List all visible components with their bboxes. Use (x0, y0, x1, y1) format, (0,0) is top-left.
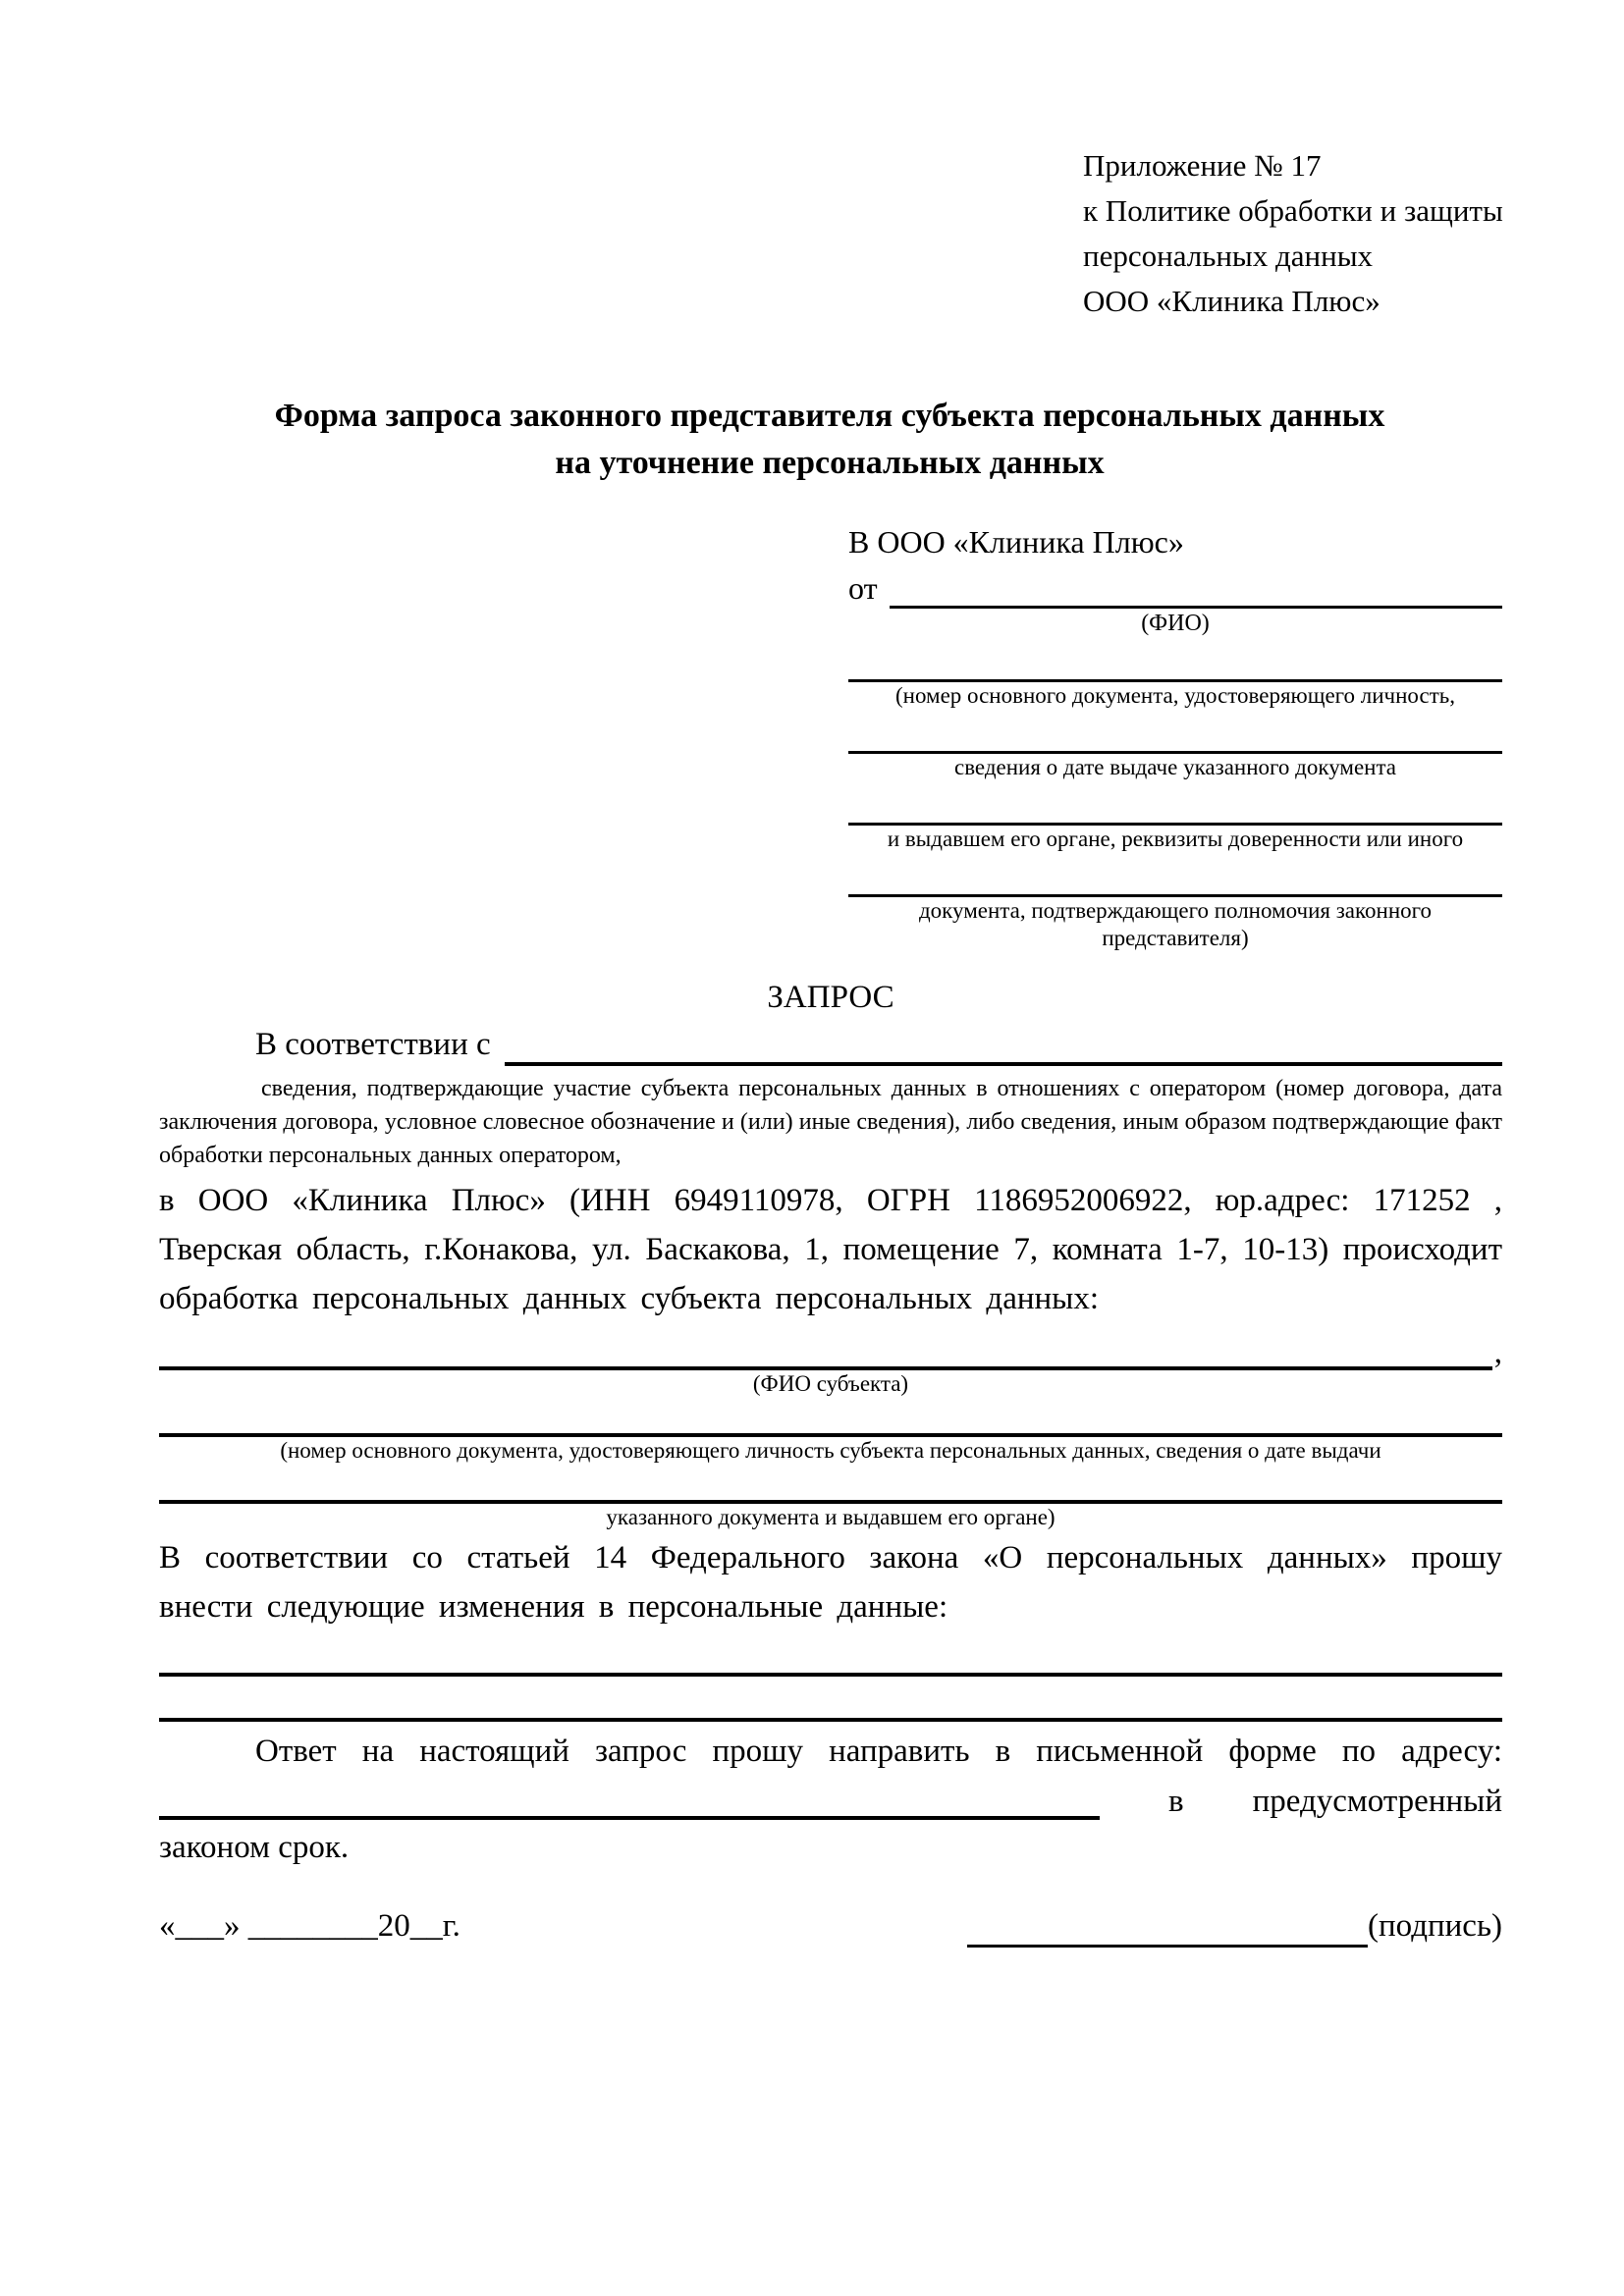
date-signature-row (159, 1904, 1502, 1948)
response-address-blank-line (159, 1779, 1100, 1820)
response-tail-end: законом срок. (159, 1830, 350, 1865)
operator-paragraph: в ООО «Клиника Плюс» (ИНН 6949110978, ОГРН 1186952006922, юр.адрес: 171252 , Тверская область, г.Конакова, ул. Баскакова, 1, помещение 7, комната 1-7, 10-13) происходит обработка персональных данных субъекта персональных данных: (159, 1183, 1502, 1316)
legal-basis-blank-line (505, 1023, 1502, 1066)
signature-group (967, 1904, 1502, 1948)
amendment-paragraph: В соответствии со статьей 14 Федерального закона «О персональных данных» прошу внести следующие изменения в персональные данные: (159, 1540, 1502, 1625)
issue-date-caption: сведения о дате выдаче указанного документа (953, 755, 1397, 779)
appendix-block (1083, 143, 1503, 324)
signature-blank-line (967, 1909, 1368, 1948)
legal-basis-label: В соответствии с (255, 1027, 491, 1062)
request-heading: ЗАПРОС (767, 980, 894, 1015)
subject-fio-row (159, 1331, 1502, 1370)
document-title (147, 393, 1512, 487)
date-placeholder: «___» ________20__г. (159, 1908, 460, 1944)
response-tail-word: предусмотренный (1252, 1784, 1502, 1819)
document-title-line2: на уточнение персональных данных (555, 445, 1105, 481)
legal-basis-note: сведения, подтверждающие участие субъекта персональных данных в отношениях с оператором (номер договора, дата заключения договора, условное словесное обозначение и (или) иные сведения), либо сведения, иным образом подтверждающие факт обработки персональных данных оператором, (159, 1076, 1502, 1168)
appendix-line: Приложение № 17 (1083, 148, 1322, 183)
addressee-organization: В ООО «Клиника Плюс» (848, 524, 1184, 560)
document-body (159, 522, 1502, 1948)
subject-document-group (159, 1398, 1502, 1465)
amendment-blank-line-1 (159, 1631, 1502, 1677)
signature-caption: (подпись) (1368, 1908, 1502, 1944)
authority-document-caption: документа, подтверждающего полномочия законного представителя) (918, 898, 1432, 950)
issuing-authority-blank-line (848, 781, 1502, 826)
from-row (848, 567, 1502, 609)
subject-document-authority-blank-line (159, 1465, 1502, 1504)
amendment-blank-line-2 (159, 1677, 1502, 1722)
subject-document-blank-line (159, 1398, 1502, 1437)
fio-caption: (ФИО) (1141, 611, 1210, 636)
addressee-block (848, 522, 1502, 952)
issuing-authority-group (848, 781, 1502, 853)
document-number-caption: (номер основного документа, удостоверяющего личность, (894, 683, 1455, 708)
issue-date-blank-line (848, 710, 1502, 754)
document-number-blank-line (848, 638, 1502, 682)
authority-document-group (848, 853, 1502, 952)
subject-fio-comma: , (1493, 1335, 1502, 1370)
subject-document-authority-caption: указанного документа и выдавшем его органе) (606, 1505, 1056, 1529)
response-address-row (159, 1775, 1502, 1820)
subject-fio-blank-line (159, 1331, 1492, 1370)
fio-blank-line (890, 568, 1502, 609)
legal-basis-row (159, 1023, 1502, 1066)
from-label: от (848, 570, 878, 606)
subject-document-authority-group (159, 1465, 1502, 1531)
subject-document-caption: (номер основного документа, удостоверяющего личность субъекта персональных данных, сведения о дате выдачи (280, 1438, 1381, 1463)
response-tail-word: в (1168, 1784, 1184, 1819)
document-number-group (848, 638, 1502, 710)
subject-fio-caption: (ФИО субъекта) (752, 1371, 909, 1396)
appendix-line: персональных данных (1083, 239, 1374, 273)
appendix-line: к Политике обработки и защиты (1083, 193, 1503, 228)
issue-date-group (848, 710, 1502, 781)
response-paragraph: Ответ на настоящий запрос прошу направить в письменной форме по адресу: (255, 1734, 1502, 1769)
document-title-line1: Форма запроса законного представителя субъекта персональных данных (274, 398, 1385, 434)
authority-document-blank-line (848, 853, 1502, 897)
appendix-line: ООО «Клиника Плюс» (1083, 284, 1380, 318)
issuing-authority-caption: и выдавшем его органе, реквизиты доверенности или иного (887, 827, 1464, 851)
